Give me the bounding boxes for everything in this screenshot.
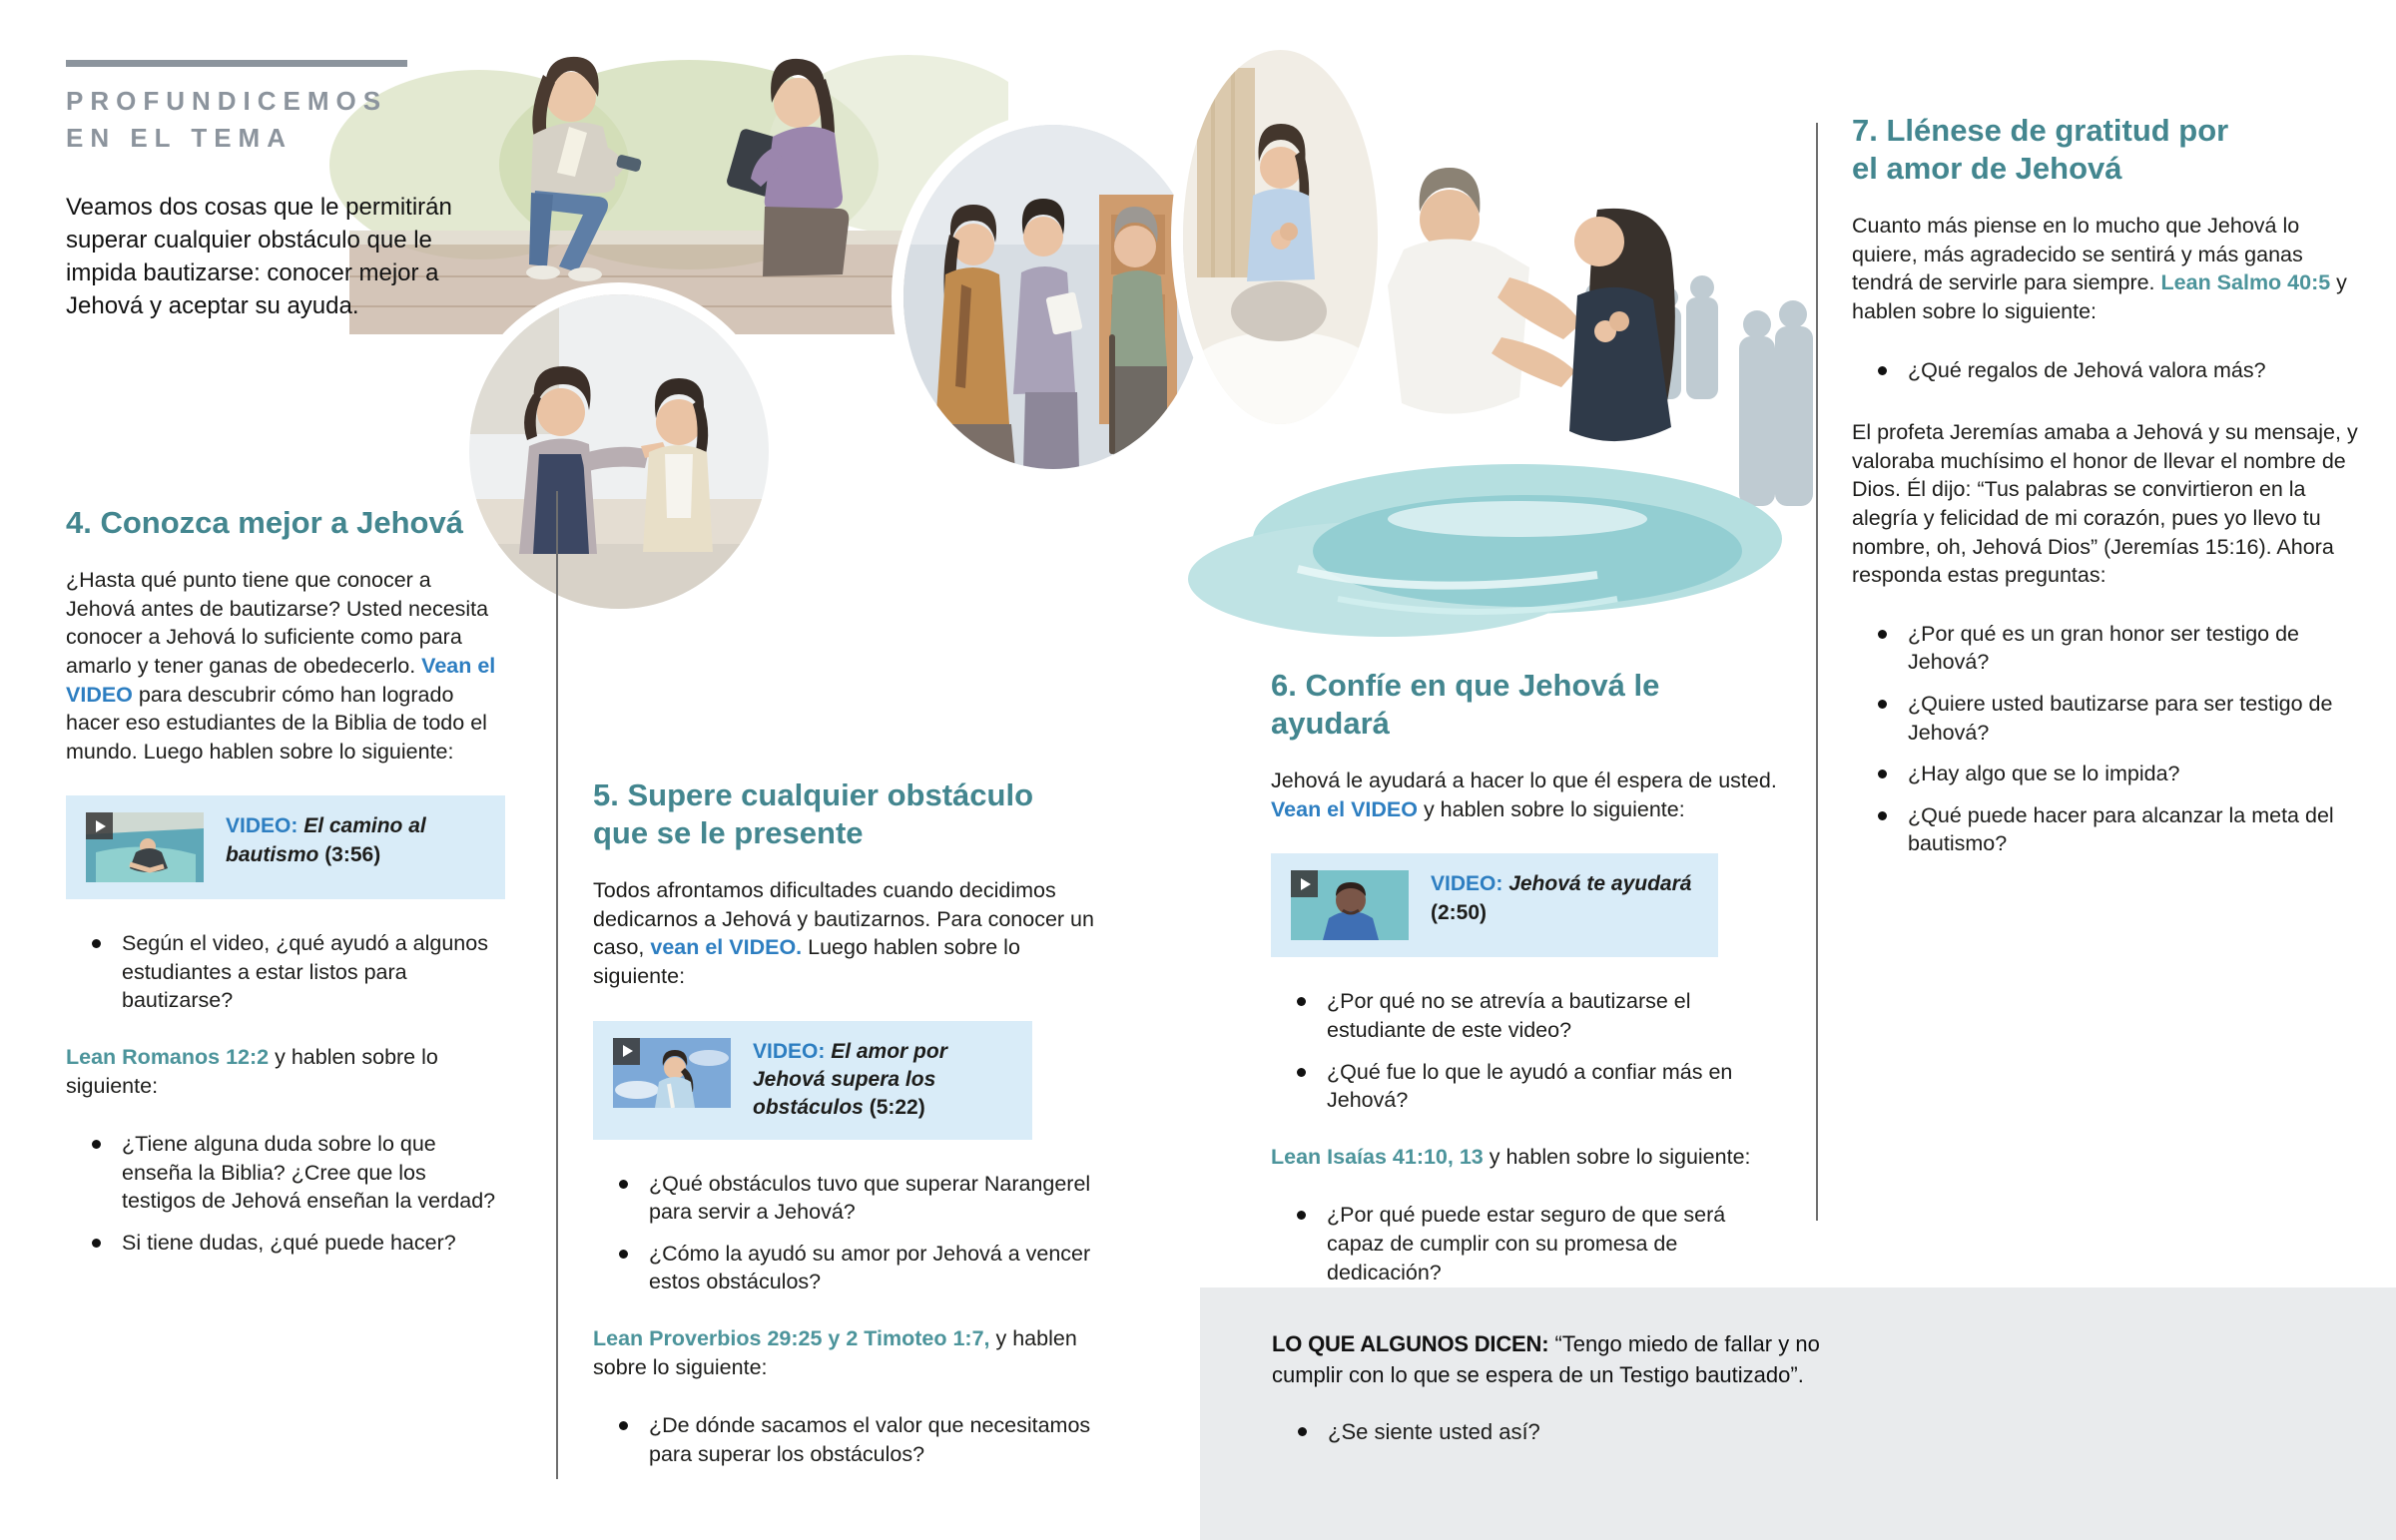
video-card-camino-al-bautismo[interactable] bbox=[66, 795, 505, 899]
video-caption: VIDEO: El amor por Jehová supera los obstáculos (5:22) bbox=[753, 1039, 947, 1120]
list-item: ¿Tiene alguna duda sobre lo que enseña la Biblia? ¿Cree que los testigos de Jehová enseñan la verdad? bbox=[66, 1130, 505, 1216]
section-5 bbox=[593, 776, 1104, 1481]
list-item: Si tiene dudas, ¿qué puede hacer? bbox=[66, 1229, 505, 1258]
video-link[interactable]: Vean el VIDEO bbox=[66, 653, 496, 707]
callout-quote: “Tengo miedo de fallar y no cumplir con lo que se espera de un Testigo bautizado”. bbox=[1272, 1331, 1820, 1387]
section-4-scripture-leadin: Lean Romanos 12:2 y hablen sobre lo siguiente: bbox=[66, 1045, 438, 1098]
intro-paragraph: Veamos dos cosas que le permitirán superar cualquier obstáculo que le impida bautizarse: conocer mejor a Jehová y aceptar su ayuda. bbox=[66, 194, 452, 319]
video-link[interactable]: Vean el VIDEO bbox=[1271, 796, 1418, 821]
column-divider-2 bbox=[1816, 123, 1818, 1221]
list-item: ¿Por qué no se atrevía a bautizarse el estudiante de este video? bbox=[1271, 987, 1782, 1044]
list-item: ¿De dónde sacamos el valor que necesitamos para superar los obstáculos? bbox=[593, 1411, 1104, 1468]
kicker-block bbox=[66, 60, 465, 157]
section-6-paragraph: Jehová le ayudará a hacer lo que él espera de usted. Vean el VIDEO y hablen sobre lo siguiente: bbox=[1271, 769, 1777, 821]
video-thumbnail[interactable] bbox=[613, 1038, 731, 1108]
section-4 bbox=[66, 504, 505, 1271]
callout-questions bbox=[1272, 1417, 2396, 1446]
section-5-scripture-leadin: Lean Proverbios 29:25 y 2 Timoteo 1:7, y hablen sobre lo siguiente: bbox=[593, 1326, 1077, 1379]
list-item: ¿Cómo la ayudó su amor por Jehová a vencer estos obstáculos? bbox=[593, 1240, 1104, 1296]
figure-baptizer bbox=[1388, 168, 1581, 414]
play-icon[interactable] bbox=[613, 1038, 640, 1065]
section-6-heading: 6. Confíe en que Jehová le ayudará bbox=[1271, 668, 1660, 742]
list-item: ¿Por qué es un gran honor ser testigo de Jehová? bbox=[1852, 620, 2363, 677]
section-4-paragraph: ¿Hasta qué punto tiene que conocer a Jehová antes de bautizarse? Usted necesita conocer a Jehová lo suficiente como para amarlo y tener ganas de obedecerlo. Vean el VIDEO para descubrir cómo han logrado hacer eso estudiantes de la Biblia de todo el mundo. Luego hablen sobre lo siguiente: bbox=[66, 568, 496, 764]
section-4-questions-2 bbox=[66, 1130, 505, 1257]
section-5-paragraph: Todos afrontamos dificultades cuando decidimos dedicarnos a Jehová y bautizarnos. Para conocer un caso, vean el VIDEO. Luego hablen sobre lo siguiente: bbox=[593, 878, 1094, 989]
callout-text bbox=[1272, 1329, 1871, 1391]
section-6-questions-2 bbox=[1271, 1201, 1782, 1286]
section-6-questions-1 bbox=[1271, 987, 1782, 1114]
list-item: ¿Por qué puede estar seguro de que será capaz de cumplir con su promesa de dedicación? bbox=[1271, 1201, 1782, 1286]
list-item: ¿Qué fue lo que le ayudó a confiar más en Jehová? bbox=[1271, 1058, 1782, 1115]
video-thumbnail[interactable] bbox=[1291, 870, 1409, 940]
section-5-questions-2 bbox=[593, 1411, 1104, 1468]
scripture-link[interactable]: Lean Romanos 12:2 bbox=[66, 1045, 270, 1070]
column-divider-1 bbox=[556, 491, 558, 1479]
list-item: ¿Quiere usted bautizarse para ser testigo de Jehová? bbox=[1852, 690, 2363, 747]
section-7 bbox=[1852, 112, 2363, 871]
kicker-title: PROFUNDICEMOS EN EL TEMA bbox=[66, 86, 388, 153]
list-item: ¿Qué regalos de Jehová valora más? bbox=[1852, 356, 2363, 385]
video-link[interactable]: vean el VIDEO. bbox=[650, 935, 803, 960]
list-item: ¿Qué obstáculos tuvo que superar Narangerel para servir a Jehová? bbox=[593, 1170, 1104, 1227]
section-5-questions-1 bbox=[593, 1170, 1104, 1296]
section-4-questions-1 bbox=[66, 929, 505, 1015]
kicker-rule bbox=[66, 60, 407, 67]
video-thumbnail[interactable] bbox=[86, 812, 204, 882]
play-icon[interactable] bbox=[86, 812, 113, 839]
video-caption: VIDEO: Jehová te ayudará (2:50) bbox=[1431, 872, 1692, 924]
scripture-link[interactable]: Lean Proverbios 29:25 y 2 Timoteo 1:7, bbox=[593, 1326, 990, 1351]
figure-baptized bbox=[1567, 209, 1674, 441]
section-5-heading: 5. Supere cualquier obstáculo que se le presente bbox=[593, 777, 1034, 851]
section-7-heading: 7. Llénese de gratitud por el amor de Jehová bbox=[1852, 113, 2229, 187]
illustration-workplace-objection-image bbox=[469, 294, 769, 609]
callout-label: LO QUE ALGUNOS DICEN: bbox=[1272, 1331, 1549, 1356]
section-7-paragraph-1: Cuanto más piense en lo mucho que Jehová lo quiere, más agradecido se sentirá y más ganas tendrá de servirle para siempre. Lean Salmo 40:5 y hablen sobre lo siguiente: bbox=[1852, 214, 2347, 324]
video-caption: VIDEO: El camino al bautismo (3:56) bbox=[226, 814, 426, 866]
video-card-amor-por-jehova[interactable] bbox=[593, 1021, 1032, 1140]
section-6 bbox=[1271, 667, 1782, 1299]
section-7-paragraph-2: El profeta Jeremías amaba a Jehová y su mensaje, y valoraba muchísimo el honor de llevar el nombre de Dios. Él dijo: “Tus palabras se convirtieron en la alegría y felicidad de mi corazón, pues yo llevo tu nombre, oh, Jehová Dios” (Jeremías 15:16). Ahora responda estas preguntas: bbox=[1852, 420, 2358, 588]
section-7-questions-2 bbox=[1852, 620, 2363, 858]
video-card-jehova-te-ayudara[interactable] bbox=[1271, 853, 1718, 957]
scripture-link[interactable]: Lean Isaías 41:10, 13 bbox=[1271, 1144, 1484, 1169]
what-some-say-callout bbox=[1200, 1287, 2396, 1540]
section-4-heading: 4. Conozca mejor a Jehová bbox=[66, 505, 463, 540]
list-item: ¿Qué puede hacer para alcanzar la meta del bautismo? bbox=[1852, 801, 2363, 858]
play-icon[interactable] bbox=[1291, 870, 1318, 897]
list-item: Según el video, ¿qué ayudó a algunos estudiantes a estar listos para bautizarse? bbox=[66, 929, 505, 1015]
section-6-scripture-leadin: Lean Isaías 41:10, 13 y hablen sobre lo siguiente: bbox=[1271, 1144, 1751, 1169]
section-7-questions-1 bbox=[1852, 356, 2363, 385]
illustration-baptism-image bbox=[1158, 100, 1817, 644]
list-item: ¿Se siente usted así? bbox=[1272, 1417, 2396, 1446]
list-item: ¿Hay algo que se lo impida? bbox=[1852, 760, 2363, 788]
scripture-link[interactable]: Lean Salmo 40:5 bbox=[2160, 270, 2331, 295]
